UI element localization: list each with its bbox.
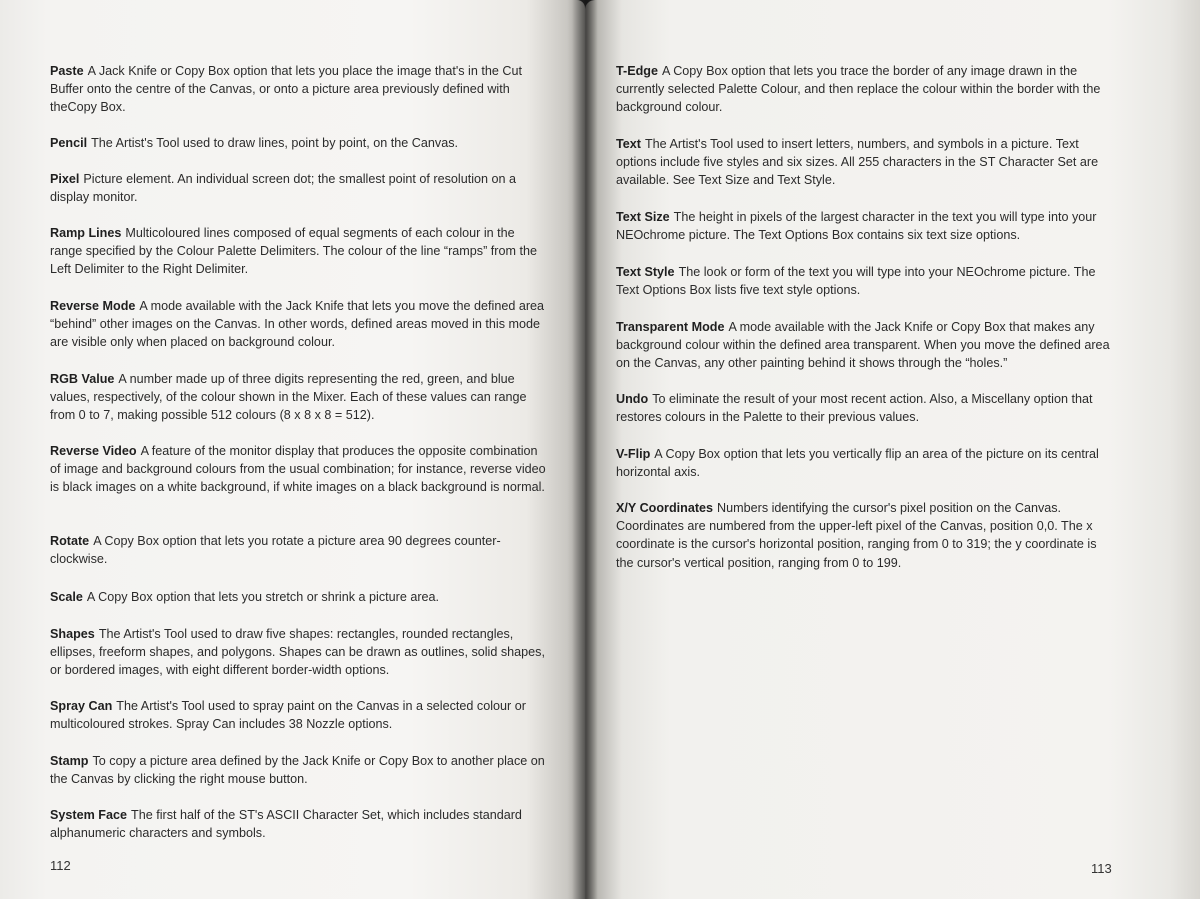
right-page xyxy=(585,0,1200,899)
page-number: 113 xyxy=(1091,861,1112,876)
glossary-entry xyxy=(616,263,1116,299)
entry-definition: A number made up of three digits representing the red, green, and blue values, respectively, of the colour shown in the Mixer. Each of these values can range from 0 to 7, making possible 512 colours (8 x 8 x 8 = 512). xyxy=(50,372,527,423)
glossary-entry xyxy=(616,208,1116,244)
entry-definition: Multicoloured lines composed of equal segments of each colour in the range specified by the Colour Palette Delimiters. The colour of the line “ramps” from the Left Delimiter to the Right Delimiter. xyxy=(50,226,537,277)
entry-definition: A mode available with the Jack Knife that lets you move the defined area “behind” other images on the Canvas. In other words, defined areas moved in this mode are visible only when placed on background colour. xyxy=(50,299,545,350)
entry-term: Pencil xyxy=(50,136,88,150)
entry-term: RGB Value xyxy=(50,372,115,386)
glossary-entry xyxy=(50,806,550,842)
entry-definition: The Artist's Tool used to draw lines, point by point, on the Canvas. xyxy=(91,136,459,150)
entry-term: V-Flip xyxy=(616,447,651,461)
entry-definition: The first half of the ST's ASCII Character Set, which includes standard alphanumeric characters and symbols. xyxy=(50,808,522,841)
glossary-entry xyxy=(616,390,1116,426)
glossary-entry xyxy=(50,588,550,606)
glossary-entry xyxy=(616,445,1116,481)
entry-definition: The look or form of the text you will type into your NEOchrome picture. The Text Options Box lists five text style options. xyxy=(616,265,1096,298)
entry-term: System Face xyxy=(50,808,128,822)
glossary-entry xyxy=(50,697,550,733)
entry-term: Scale xyxy=(50,590,83,604)
glossary-entry xyxy=(50,625,550,680)
entry-definition: The height in pixels of the largest character in the text you will type into your NEOchrome picture. The Text Options Box contains six text size options. xyxy=(616,210,1097,243)
entry-term: Text xyxy=(616,137,641,151)
glossary-entry xyxy=(50,442,550,497)
entry-definition: To copy a picture area defined by the Jack Knife or Copy Box to another place on the Canvas by clicking the right mouse button. xyxy=(50,754,545,787)
glossary-entry xyxy=(50,134,550,152)
entry-term: Ramp Lines xyxy=(50,226,122,240)
entry-term: X/Y Coordinates xyxy=(616,501,714,515)
entry-term: Spray Can xyxy=(50,699,113,713)
glossary-entry xyxy=(50,370,550,425)
entry-definition: A Jack Knife or Copy Box option that lets you place the image that's in the Cut Buffer onto the centre of the Canvas, or onto a picture area previously defined with theCopy Box. xyxy=(50,64,522,115)
glossary-entry xyxy=(50,224,550,279)
entry-term: Pixel xyxy=(50,172,80,186)
entry-definition: A Copy Box option that lets you trace the border of any image drawn in the currently selected Palette Colour, and then replace the colour within the border with the background colour. xyxy=(616,64,1101,115)
glossary-entry xyxy=(50,62,550,117)
entry-term: Text Size xyxy=(616,210,670,224)
glossary-entry xyxy=(616,62,1116,117)
entry-term: Transparent Mode xyxy=(616,320,725,334)
entry-definition: A Copy Box option that lets you vertically flip an area of the picture on its central horizontal axis. xyxy=(616,447,1099,480)
entry-definition: A mode available with the Jack Knife or Copy Box that makes any background colour within the defined area transparent. When you move the defined area on the Canvas, any other painting behind it shows through the “holes.” xyxy=(616,320,1110,371)
entry-term: Stamp xyxy=(50,754,89,768)
glossary-entry xyxy=(616,499,1116,572)
glossary-entry xyxy=(50,297,550,352)
entry-definition: The Artist's Tool used to insert letters, numbers, and symbols in a picture. Text options include five styles and six sizes. All 255 characters in the ST Character Set are available. See Text Size and Text Style. xyxy=(616,137,1099,188)
entry-term: Rotate xyxy=(50,534,90,548)
glossary-entry xyxy=(50,532,550,568)
entry-term: Text Style xyxy=(616,265,675,279)
entry-term: Paste xyxy=(50,64,84,78)
glossary-entry xyxy=(616,135,1116,190)
glossary-entry xyxy=(50,752,550,788)
entry-definition: To eliminate the result of your most recent action. Also, a Miscellany option that restores colours in the Palette to their previous values. xyxy=(616,392,1093,425)
entry-definition: Picture element. An individual screen dot; the smallest point of resolution on a display monitor. xyxy=(50,172,517,205)
page-number: 112 xyxy=(50,858,71,873)
entry-term: Undo xyxy=(616,392,649,406)
entry-definition: A Copy Box option that lets you stretch or shrink a picture area. xyxy=(86,590,440,604)
entry-definition: A feature of the monitor display that produces the opposite combination of image and background colours from the usual combination; for instance, reverse video is black images on a white background, if white images on a black background is normal. xyxy=(50,444,546,495)
entry-definition: The Artist's Tool used to draw five shapes: rectangles, rounded rectangles, ellipses, freeform shapes, and polygons. Shapes can be drawn as outlines, solid shapes, or bordered images, with eight different border-width options. xyxy=(50,627,545,678)
glossary-entry xyxy=(50,170,550,206)
left-page xyxy=(0,0,585,899)
entry-definition: A Copy Box option that lets you rotate a picture area 90 degrees counter-clockwise. xyxy=(50,534,501,567)
entry-definition: Numbers identifying the cursor's pixel position on the Canvas. Coordinates are numbered from the upper-left pixel of the Canvas, position 0,0. The x coordinate is the cursor's horizontal position, ranging from 0 to 319; the y coordinate is the cursor's vertical position, ranging from 0 to 199. xyxy=(616,501,1097,570)
glossary-entry xyxy=(616,318,1116,373)
entry-term: T-Edge xyxy=(616,64,658,78)
entry-term: Reverse Video xyxy=(50,444,137,458)
entry-term: Shapes xyxy=(50,627,95,641)
entry-definition: The Artist's Tool used to spray paint on the Canvas in a selected colour or multicoloured strokes. Spray Can includes 38 Nozzle options. xyxy=(50,699,526,732)
entry-term: Reverse Mode xyxy=(50,299,136,313)
